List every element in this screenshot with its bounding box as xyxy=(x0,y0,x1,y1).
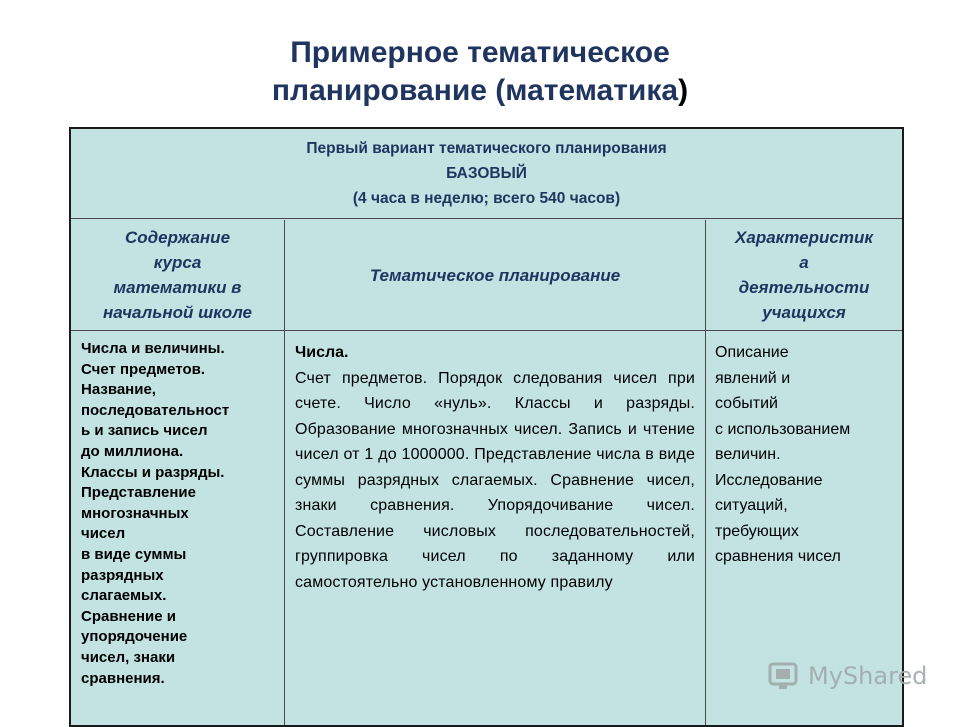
content-line: слагаемых. xyxy=(81,587,167,605)
content-cell xyxy=(71,332,284,725)
slide-title-closing-paren: ) xyxy=(678,74,689,107)
column-header-activity-line: учащихся xyxy=(762,303,846,322)
content-line: чисел xyxy=(81,525,126,543)
content-line: чисел, знаки xyxy=(81,648,176,666)
column-header-planning xyxy=(285,220,705,331)
content-line: Числа и величины. xyxy=(81,340,225,357)
column-header-activity-line: а xyxy=(799,253,809,272)
column-header-content-line: математики в xyxy=(113,278,242,297)
content-line: последовательност xyxy=(81,401,230,419)
content-line: в виде суммы xyxy=(81,545,187,563)
slide-title-line-2 xyxy=(0,72,960,110)
activity-line: с использованием xyxy=(715,420,851,438)
content-line: многозначных xyxy=(81,504,189,522)
content-line: Классы и разряды. xyxy=(81,463,225,481)
activity-line: сравнения чисел xyxy=(715,548,841,565)
planning-text: Счет предметов. Порядок следования чисел при счете. Число «нуль». Классы и разряды. Образование многозначных чисел. Запись и чтение чисел от 1 до 1000000. Представление числа в виде суммы разрядных слагаемых. Сравнение чисел, знаки сравнения. Упорядочивание чисел. Составление числовых последовательностей, группировка чисел по заданному или самостоятельно установленному правилу xyxy=(295,369,695,591)
content-line: упорядочение xyxy=(81,628,188,646)
slide-title xyxy=(0,34,960,110)
table-header-line-2: БАЗОВЫЙ xyxy=(446,165,527,182)
content-line: до миллиона. xyxy=(81,442,184,460)
slide-title-line-1: Примерное тематическое xyxy=(290,36,670,69)
table-header-row xyxy=(71,129,902,219)
activity-line: явлений и xyxy=(715,369,791,387)
planning-heading: Числа. xyxy=(295,344,349,361)
planning-table xyxy=(69,127,904,727)
myshared-logo-icon xyxy=(768,661,802,691)
myshared-watermark xyxy=(768,656,927,696)
planning-cell xyxy=(285,332,705,725)
content-line: Представление xyxy=(81,484,196,502)
content-line: Счет предметов. xyxy=(81,360,206,378)
column-header-content-line: курса xyxy=(153,253,202,272)
activity-line: событий xyxy=(715,395,778,412)
activity-line: величин. xyxy=(715,446,781,463)
watermark-text: MyShared xyxy=(808,662,928,690)
content-line: сравнения. xyxy=(81,669,165,687)
activity-line: Исследование xyxy=(715,471,823,489)
column-header-content-line: Содержание xyxy=(124,228,231,247)
slide-title-line-2-text: планирование (математика xyxy=(271,74,679,107)
table-header-line-1: Первый вариант тематического планирования xyxy=(306,140,667,157)
column-header-content xyxy=(71,220,284,331)
column-header-activity-line: деятельности xyxy=(738,278,870,297)
column-header-content-line: начальной школе xyxy=(103,303,252,322)
content-line: ь и запись чисел xyxy=(81,422,208,440)
content-line: Название, xyxy=(81,381,156,399)
table-header-line-3: (4 часа в неделю; всего 540 часов) xyxy=(352,190,621,207)
column-header-activity-line: Характеристик xyxy=(735,228,873,247)
activity-line: ситуаций, xyxy=(715,497,788,514)
content-line: разрядных xyxy=(81,566,164,584)
activity-line: Описание xyxy=(715,344,789,361)
column-header-planning-line: Тематическое планирование xyxy=(369,265,621,285)
content-line: Сравнение и xyxy=(81,607,176,625)
column-header-activity xyxy=(706,220,902,331)
activity-line: требующих xyxy=(715,522,799,540)
